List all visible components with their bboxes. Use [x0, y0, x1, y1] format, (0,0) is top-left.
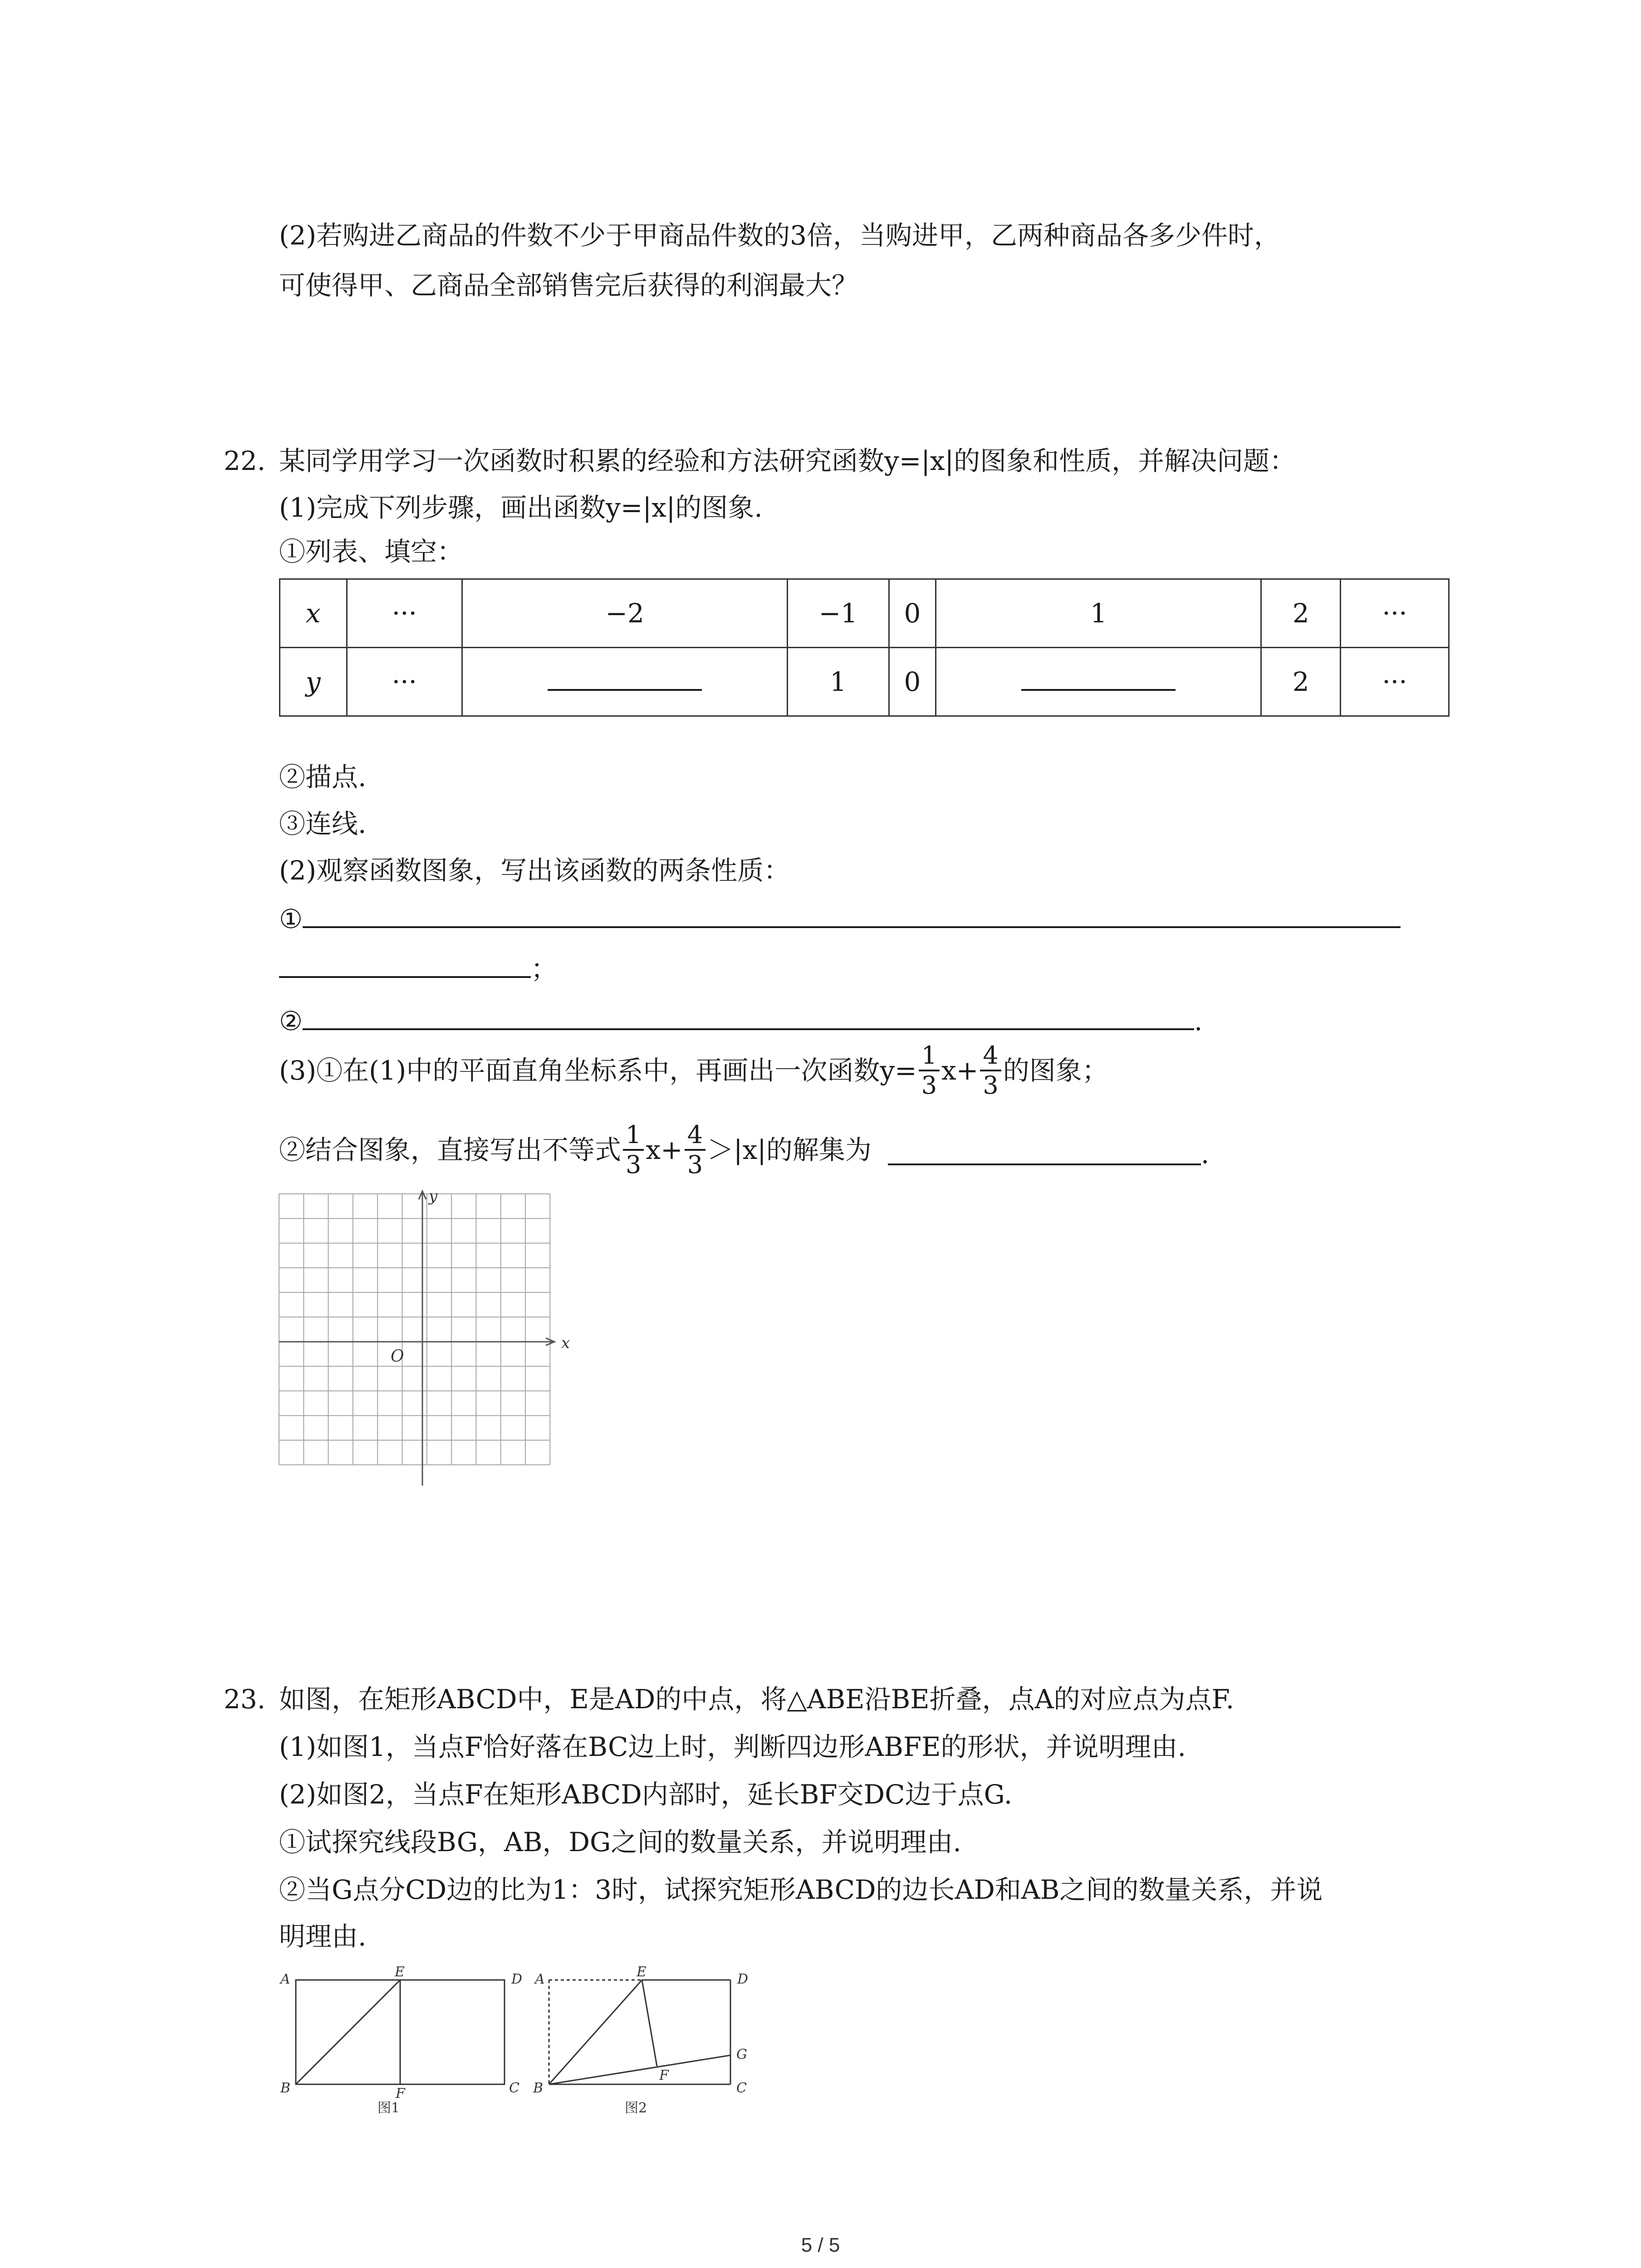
q22-step1: ①列表、填空： [279, 536, 464, 567]
x-axis-label: x [561, 1334, 570, 1352]
property-1-row [279, 905, 1401, 934]
fraction-numerator: 1 [919, 1043, 940, 1071]
fraction-numerator: 4 [980, 1043, 1001, 1071]
label-f: F [396, 2086, 405, 2102]
coordinate-grid [274, 1188, 574, 1488]
fraction-one-third [623, 1120, 644, 1179]
table-cell: 0 [889, 579, 936, 648]
label-c: C [509, 2080, 519, 2096]
answer-blank[interactable] [279, 973, 531, 978]
table-cell: ··· [1340, 579, 1449, 648]
period: . [1194, 1006, 1203, 1036]
part3a-suffix: 的图象； [1003, 1055, 1108, 1086]
fraction-denominator: 3 [921, 1071, 937, 1100]
fraction-four-thirds [685, 1120, 705, 1179]
table-cell: x [280, 579, 347, 648]
q22-line2: (1)完成下列步骤，画出函数y=|x|的图象. [279, 492, 763, 523]
label-d: D [511, 1971, 523, 1987]
table-cell: 2 [1261, 648, 1341, 716]
fraction-denominator: 3 [983, 1071, 999, 1100]
label-e: E [395, 1966, 405, 1980]
figure-1-caption: 图1 [377, 2100, 400, 2116]
part3b-mid: x+ [646, 1134, 683, 1165]
table-cell: −2 [462, 579, 788, 648]
answer-blank[interactable] [303, 1025, 1194, 1030]
fraction-denominator: 3 [687, 1150, 703, 1179]
label-g: G [736, 2047, 747, 2063]
label-b: B [280, 2080, 291, 2096]
fraction-four-thirds [980, 1043, 1001, 1098]
segment-be [549, 1980, 642, 2084]
q22-part3b [279, 1120, 1210, 1179]
segment-be [296, 1980, 400, 2084]
property-2-row [279, 1007, 1202, 1036]
part3a-prefix: (3)①在(1)中的平面直角坐标系中，再画出一次函数y= [279, 1055, 917, 1086]
q21-part2-line1: (2)若购进乙商品的件数不少于甲商品件数的3倍，当购进甲，乙两种商品各多少件时， [279, 220, 1281, 251]
q23-number: 23. [224, 1684, 266, 1715]
q22-part2: (2)观察函数图象，写出该函数的两条性质： [279, 855, 790, 886]
part3b-ineq: ＞|x|的解集为 [707, 1134, 872, 1165]
label-a: A [280, 1971, 290, 1987]
table-cell: −1 [788, 579, 889, 648]
answer-blank[interactable] [1021, 671, 1176, 691]
q22-step3: ③连线. [279, 808, 367, 839]
table-cell: 1 [788, 648, 889, 716]
q23-line3: (2)如图2，当点F在矩形ABCD内部时，延长BF交DC边于点G. [279, 1779, 1013, 1810]
fraction-denominator: 3 [626, 1150, 642, 1179]
grid-lines [279, 1194, 550, 1465]
fraction-numerator: 4 [685, 1123, 705, 1151]
q22-step2: ②描点. [279, 762, 367, 792]
q23-line1: 如图，在矩形ABCD中，E是AD的中点，将△ABE沿BE折叠，点A的对应点为点F. [279, 1684, 1234, 1715]
answer-blank[interactable] [548, 671, 702, 691]
table-cell: ··· [347, 579, 462, 648]
blank-cell-neg2[interactable] [462, 648, 788, 716]
origin-label: O [391, 1347, 404, 1366]
fill-in-table [279, 578, 1450, 717]
page-number: 5 / 5 [801, 2234, 840, 2256]
q23-line5: ②当G点分CD边的比为1：3时，试探究矩形ABCD的边长AD和AB之间的数量关系，并说 [279, 1874, 1323, 1905]
label-c: C [736, 2080, 747, 2096]
q22-number: 22. [224, 445, 266, 476]
table-row-y [280, 648, 1449, 716]
table-cell: 2 [1261, 579, 1341, 648]
table-cell: 0 [889, 648, 936, 716]
label-f: F [659, 2068, 669, 2083]
table-row-x [280, 579, 1449, 648]
table-cell: y [280, 648, 347, 716]
circled-two: ② [279, 1006, 303, 1036]
q22-part3a [279, 1043, 1108, 1098]
answer-blank[interactable] [888, 1160, 1201, 1165]
segment-ef [642, 1980, 657, 2066]
label-a: A [535, 1971, 545, 1987]
circled-one: ① [279, 904, 303, 934]
x-plus: x+ [941, 1055, 979, 1086]
figure-2-caption: 图2 [625, 2100, 647, 2116]
semicolon: ； [531, 953, 558, 984]
label-b: B [533, 2080, 544, 2096]
table-cell: ··· [1340, 648, 1449, 716]
fraction-one-third [919, 1043, 940, 1098]
q23-line4: ①试探究线段BG，AB，DG之间的数量关系，并说明理由. [279, 1827, 961, 1857]
fraction-numerator: 1 [623, 1123, 644, 1151]
figure-1 [272, 1966, 535, 2116]
q23-line2: (1)如图1，当点F恰好落在BC边上时，判断四边形ABFE的形状，并说明理由. [279, 1731, 1186, 1762]
answer-blank[interactable] [303, 923, 1401, 928]
q22-line1: 某同学用学习一次函数时积累的经验和方法研究函数y=|x|的图象和性质，并解决问题： [279, 445, 1296, 476]
segment-bg [549, 2055, 730, 2084]
property-1-row-2 [279, 955, 557, 984]
y-axis-label: y [429, 1188, 438, 1205]
blank-cell-1[interactable] [936, 648, 1261, 716]
figure-2 [529, 1966, 764, 2116]
label-d: D [737, 1971, 749, 1987]
label-e: E [637, 1966, 647, 1980]
part3b-prefix: ②结合图象，直接写出不等式 [279, 1134, 622, 1165]
q23-line6: 明理由. [279, 1921, 367, 1952]
period: . [1200, 1139, 1210, 1169]
table-cell: 1 [936, 579, 1261, 648]
q21-part2-line2: 可使得甲、乙商品全部销售完后获得的利润最大？ [279, 270, 858, 301]
table-cell: ··· [347, 648, 462, 716]
